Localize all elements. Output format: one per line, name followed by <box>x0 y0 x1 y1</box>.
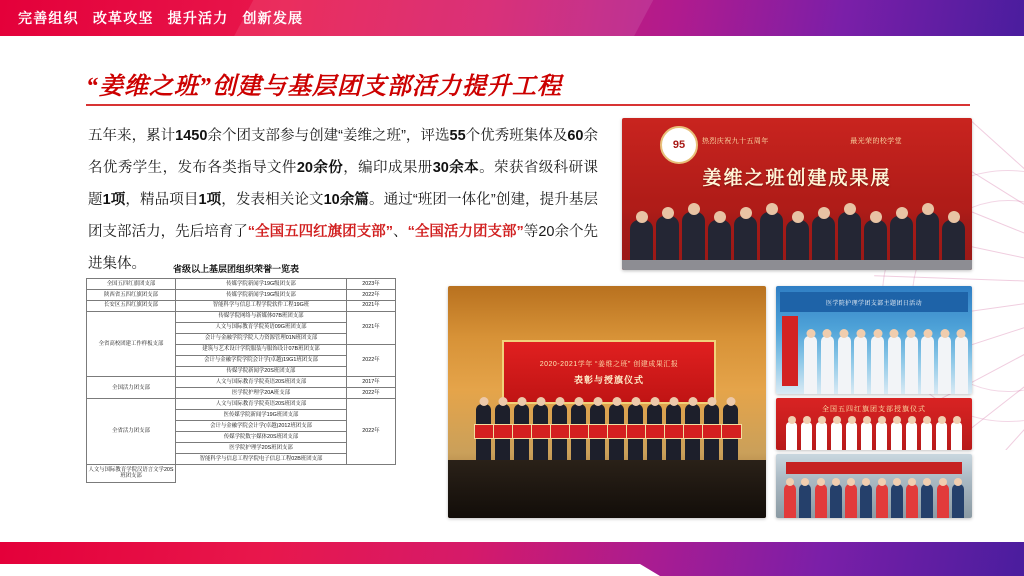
table-cell-category: 陕西省五四红旗团支部 <box>87 289 176 300</box>
body-text-run: 个优秀班集体及 <box>465 128 568 144</box>
photo-person <box>871 336 884 394</box>
photo-person <box>905 336 918 394</box>
table-row <box>87 300 396 311</box>
redteam-caption: 全国五四红旗团支部授旗仪式 <box>822 406 926 413</box>
table-row <box>87 464 396 482</box>
table-cell-year: 2022年 <box>347 344 396 377</box>
outdoor-banner <box>786 462 962 474</box>
body-text-run: ，发表相关论文 <box>221 192 324 208</box>
table-cell-category: 全国五四红旗团支部 <box>87 279 176 290</box>
photo-person <box>876 484 888 518</box>
table-cell-unit: 会计与金融学院学院人力资源管理01N班团支部 <box>176 333 347 344</box>
body-text-run: “全国活力团支部” <box>407 224 524 240</box>
photo-person <box>685 404 700 466</box>
photo-person <box>838 336 851 394</box>
photo-person <box>936 422 947 450</box>
photo-person <box>816 422 827 450</box>
top-banner <box>0 0 1024 36</box>
exhibition-sub-right: 最光荣的校学堂 <box>850 138 902 145</box>
table-cell-year: 2017年 <box>347 377 396 388</box>
table-cell-year: 2023年 <box>347 279 396 290</box>
body-text-run: ，精品项目 <box>125 192 199 208</box>
ceremony-screen-line2: 表彰与授旗仪式 <box>573 374 644 385</box>
photo-person <box>647 404 662 466</box>
nurses-people-row <box>804 330 968 394</box>
photo-person <box>860 484 872 518</box>
photo-person <box>951 422 962 450</box>
table-caption: 省级以上基层团组织荣誉一览表 <box>172 264 299 274</box>
photo-person <box>666 404 681 466</box>
table-cell-year: 2022年 <box>347 388 396 399</box>
table-row <box>87 377 396 388</box>
table-cell-year: 2021年 <box>347 311 396 344</box>
photo-person <box>846 422 857 450</box>
table-cell-unit: 建筑与艺术设计学院服装与服饰设计07B班团支部 <box>176 344 347 355</box>
photo-person <box>955 336 968 394</box>
table-cell-unit: 传媒学院新闻学19G级团支部 <box>176 279 347 290</box>
table-cell-unit: 传媒学院新闻学20S班团支部 <box>176 366 347 377</box>
photo-person <box>571 404 586 466</box>
table-cell-year: 2022年 <box>347 289 396 300</box>
nurses-side-flag <box>782 316 798 386</box>
photo-person <box>921 336 934 394</box>
photo-person <box>815 484 827 518</box>
photo-person <box>921 484 933 518</box>
table-cell-unit: 人文与国际教育学院英语20S班团支部 <box>176 377 347 388</box>
photo-person <box>830 484 842 518</box>
body-text-run: 等20余个先进集体。 <box>88 224 599 272</box>
body-text-run: 30余本 <box>432 160 480 176</box>
photo-person <box>801 422 812 450</box>
ceremony-stage-floor <box>448 460 766 518</box>
table-cell-unit: 人文与国际教育学院汉语言文学20S班团支部 <box>87 464 176 482</box>
photo-redteam <box>776 398 972 450</box>
table-cell-unit: 传媒学院数字媒体20S班团支部 <box>176 432 347 443</box>
body-text-run: 1项 <box>102 192 126 208</box>
table-row <box>87 399 396 410</box>
photo-nurses <box>776 286 972 394</box>
photo-person <box>590 404 605 466</box>
body-text-run: 1450 <box>175 128 208 144</box>
table-cell-unit: 智能科学与信息工程学院电子信息工程02B班团支部 <box>176 454 347 465</box>
table-cell-unit: 医传媒学院新闻学19G班团支部 <box>176 410 347 421</box>
photo-person <box>861 422 872 450</box>
exhibition-ground <box>622 260 972 270</box>
photo-person <box>937 484 949 518</box>
ceremony-people-row <box>476 404 738 468</box>
anniversary-badge: 95 <box>660 126 698 164</box>
body-paragraph <box>88 120 598 280</box>
table-cell-unit: 人文与国际教育学院英语20S班团支部 <box>176 399 347 410</box>
ceremony-led-screen <box>502 340 716 404</box>
body-text-run: 60 <box>567 128 584 144</box>
body-text-run: 余名优秀学生，发布各类指导文件 <box>88 128 599 176</box>
table-row <box>87 279 396 290</box>
photo-person <box>821 336 834 394</box>
honor-table-wrap <box>86 262 386 483</box>
photo-person <box>831 422 842 450</box>
nurses-banner: 医学院护理学团支部主题团日活动 <box>780 292 968 312</box>
photo-person <box>784 484 796 518</box>
exhibition-sub-left: 热烈庆祝九十五周年 <box>702 138 769 145</box>
table-cell-category: 全省活力团支部 <box>87 399 176 465</box>
body-text-run: 、 <box>393 224 408 240</box>
body-text-run: 五年来，累计 <box>88 128 176 144</box>
table-row <box>87 311 396 322</box>
photo-outdoor <box>776 454 972 518</box>
table-cell-category: 全省高校团建工作样板支部 <box>87 311 176 377</box>
table-cell-unit: 医学院护理学20S班团支部 <box>176 443 347 454</box>
ceremony-screen-line1: 2020-2021学年 “姜维之班” 创建成果汇报 <box>539 360 679 368</box>
photo-person <box>845 484 857 518</box>
exhibition-headline: 姜维之班创建成果展 <box>702 168 892 189</box>
banner-slogan-item: 完善组织 <box>18 10 79 26</box>
photo-person <box>476 404 491 466</box>
photo-person <box>891 422 902 450</box>
photo-person <box>552 404 567 466</box>
table-cell-unit: 智能科学与信息工程学院软件工程19G班 <box>176 300 347 311</box>
table-cell-unit: 会计与金融学院学院会计学(卓越)19G1班团支部 <box>176 355 347 366</box>
photo-exhibition <box>622 118 972 270</box>
table-cell-unit: 传媒学院新闻学19G级团支部 <box>176 289 347 300</box>
body-text-run: 。通过“班团一体化”创建，提升基层团支部活力，先后培育了 <box>88 192 599 240</box>
photo-person <box>921 422 932 450</box>
banner-slogan-item: 改革攻坚 <box>92 10 154 26</box>
photo-person <box>906 422 917 450</box>
photo-person <box>804 336 817 394</box>
photo-person <box>609 404 624 466</box>
body-text-run: 10余篇 <box>323 192 370 208</box>
table-row <box>87 289 396 300</box>
photo-person <box>786 422 797 450</box>
photo-person <box>723 404 738 466</box>
body-text-run: “全国五四红旗团支部” <box>247 224 394 240</box>
table-cell-category: 全国活力团支部 <box>87 377 176 399</box>
photo-person <box>495 404 510 466</box>
outdoor-people-row <box>784 480 964 518</box>
photo-person <box>952 484 964 518</box>
table-cell-category: 长安区五四红旗团支部 <box>87 300 176 311</box>
bottom-banner-notch <box>0 564 660 576</box>
body-text-run: 1项 <box>198 192 222 208</box>
photo-person <box>876 422 887 450</box>
photo-person <box>628 404 643 466</box>
body-text-run: 55 <box>449 128 466 144</box>
photo-person <box>888 336 901 394</box>
photo-person <box>854 336 867 394</box>
photo-ceremony <box>448 286 766 518</box>
banner-slogan-item: 提升活力 <box>167 10 229 26</box>
body-text-run: 。荣获省级科研课题 <box>88 160 599 208</box>
table-cell-unit: 传媒学院网络与新媒体07B班团支部 <box>176 311 347 322</box>
photo-person <box>514 404 529 466</box>
photo-person <box>799 484 811 518</box>
photo-person <box>891 484 903 518</box>
page-title: “姜维之班”创建与基层团支部活力提升工程 <box>86 74 562 100</box>
table-cell-year: 2022年 <box>347 399 396 465</box>
table-cell-year: 2021年 <box>347 300 396 311</box>
photo-person <box>906 484 918 518</box>
table-cell-unit: 人文与国际教育学院英语09G班团支部 <box>176 322 347 333</box>
photo-person <box>704 404 719 466</box>
banner-slogan <box>18 8 317 28</box>
banner-slogan-item: 创新发展 <box>242 10 304 26</box>
photo-person <box>938 336 951 394</box>
body-text-run: 20余份 <box>296 160 344 176</box>
title-divider <box>86 104 970 106</box>
photo-person <box>533 404 548 466</box>
body-text-run: ，编印成果册 <box>343 160 433 176</box>
body-text-run: 余个团支部参与创建“姜维之班”，评选 <box>207 128 450 144</box>
redteam-people-row <box>786 420 962 450</box>
honor-table <box>86 278 396 483</box>
table-cell-unit: 医学院护理学20A班支部 <box>176 388 347 399</box>
table-cell-unit: 会计与金融学院会计学(卓越)2012班团支部 <box>176 421 347 432</box>
